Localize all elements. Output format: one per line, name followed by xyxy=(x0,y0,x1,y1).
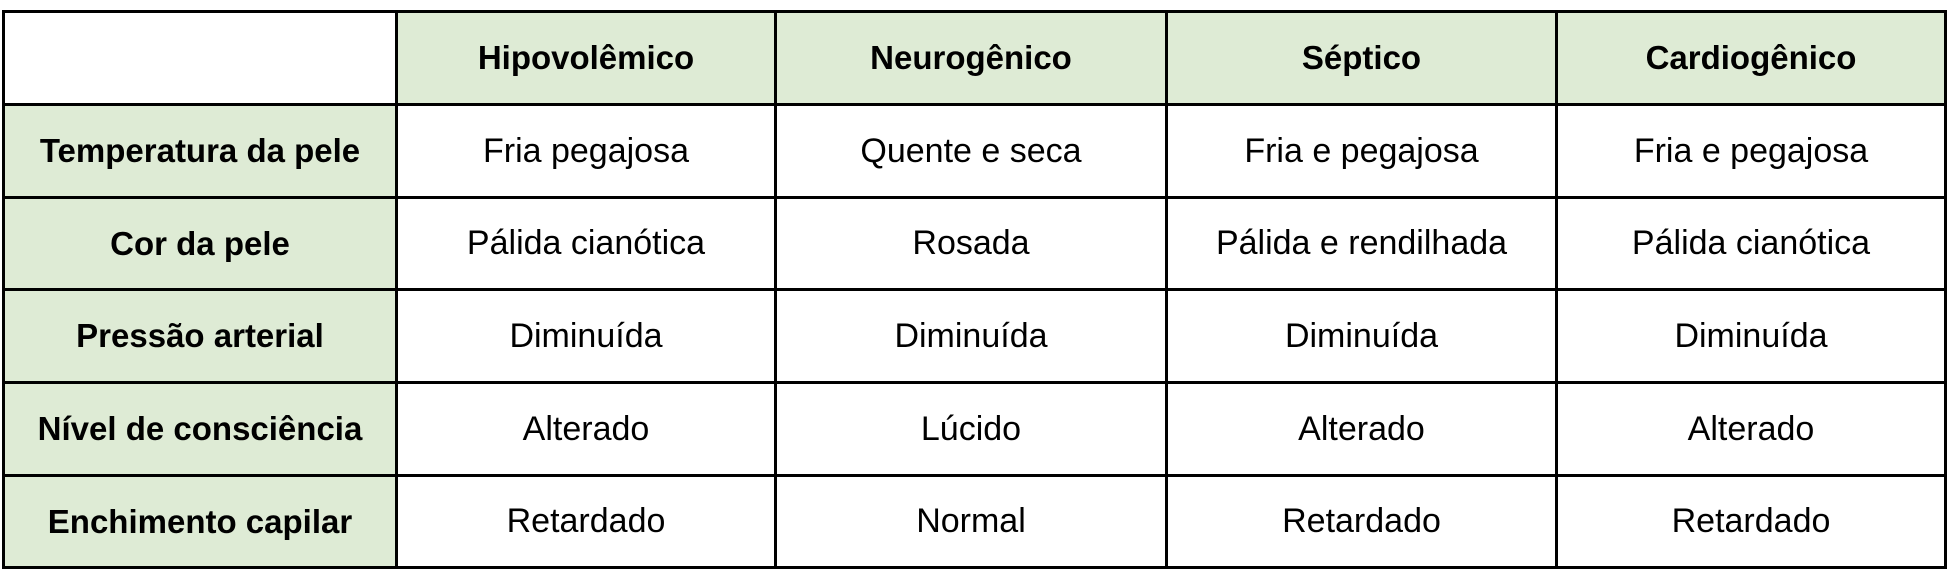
table-cell: Pálida cianótica xyxy=(397,198,776,290)
table-row xyxy=(4,383,1946,476)
table-cell: Alterado xyxy=(1167,383,1557,476)
row-header-temperatura: Temperatura da pele xyxy=(4,105,397,198)
column-header-neurogenico: Neurogênico xyxy=(776,12,1167,105)
table-cell: Diminuída xyxy=(1557,290,1946,383)
table-cell: Retardado xyxy=(1557,476,1946,568)
shock-comparison-table-container xyxy=(2,10,1944,568)
table-cell: Fria e pegajosa xyxy=(1557,105,1946,198)
table-cell: Fria e pegajosa xyxy=(1167,105,1557,198)
table-cell: Alterado xyxy=(1557,383,1946,476)
row-header-cor: Cor da pele xyxy=(4,198,397,290)
column-header-hipovolemico: Hipovolêmico xyxy=(397,12,776,105)
table-cell: Quente e seca xyxy=(776,105,1167,198)
table-cell: Retardado xyxy=(397,476,776,568)
table-cell: Diminuída xyxy=(397,290,776,383)
table-cell: Diminuída xyxy=(776,290,1167,383)
table-cell: Alterado xyxy=(397,383,776,476)
table-cell: Retardado xyxy=(1167,476,1557,568)
table-row xyxy=(4,198,1946,290)
table-row xyxy=(4,105,1946,198)
table-cell: Lúcido xyxy=(776,383,1167,476)
table-row xyxy=(4,290,1946,383)
row-header-nivel: Nível de consciência xyxy=(4,383,397,476)
header-row xyxy=(4,12,1946,105)
column-header-septico: Séptico xyxy=(1167,12,1557,105)
column-header-cardiogenico: Cardiogênico xyxy=(1557,12,1946,105)
table-cell: Pálida cianótica xyxy=(1557,198,1946,290)
table-cell: Normal xyxy=(776,476,1167,568)
table-cell: Pálida e rendilhada xyxy=(1167,198,1557,290)
table-cell: Fria pegajosa xyxy=(397,105,776,198)
row-header-enchimento: Enchimento capilar xyxy=(4,476,397,568)
table-cell: Rosada xyxy=(776,198,1167,290)
table-row xyxy=(4,476,1946,568)
shock-comparison-table xyxy=(2,10,1947,569)
row-header-pressao: Pressão arterial xyxy=(4,290,397,383)
corner-cell xyxy=(4,12,397,105)
table-cell: Diminuída xyxy=(1167,290,1557,383)
